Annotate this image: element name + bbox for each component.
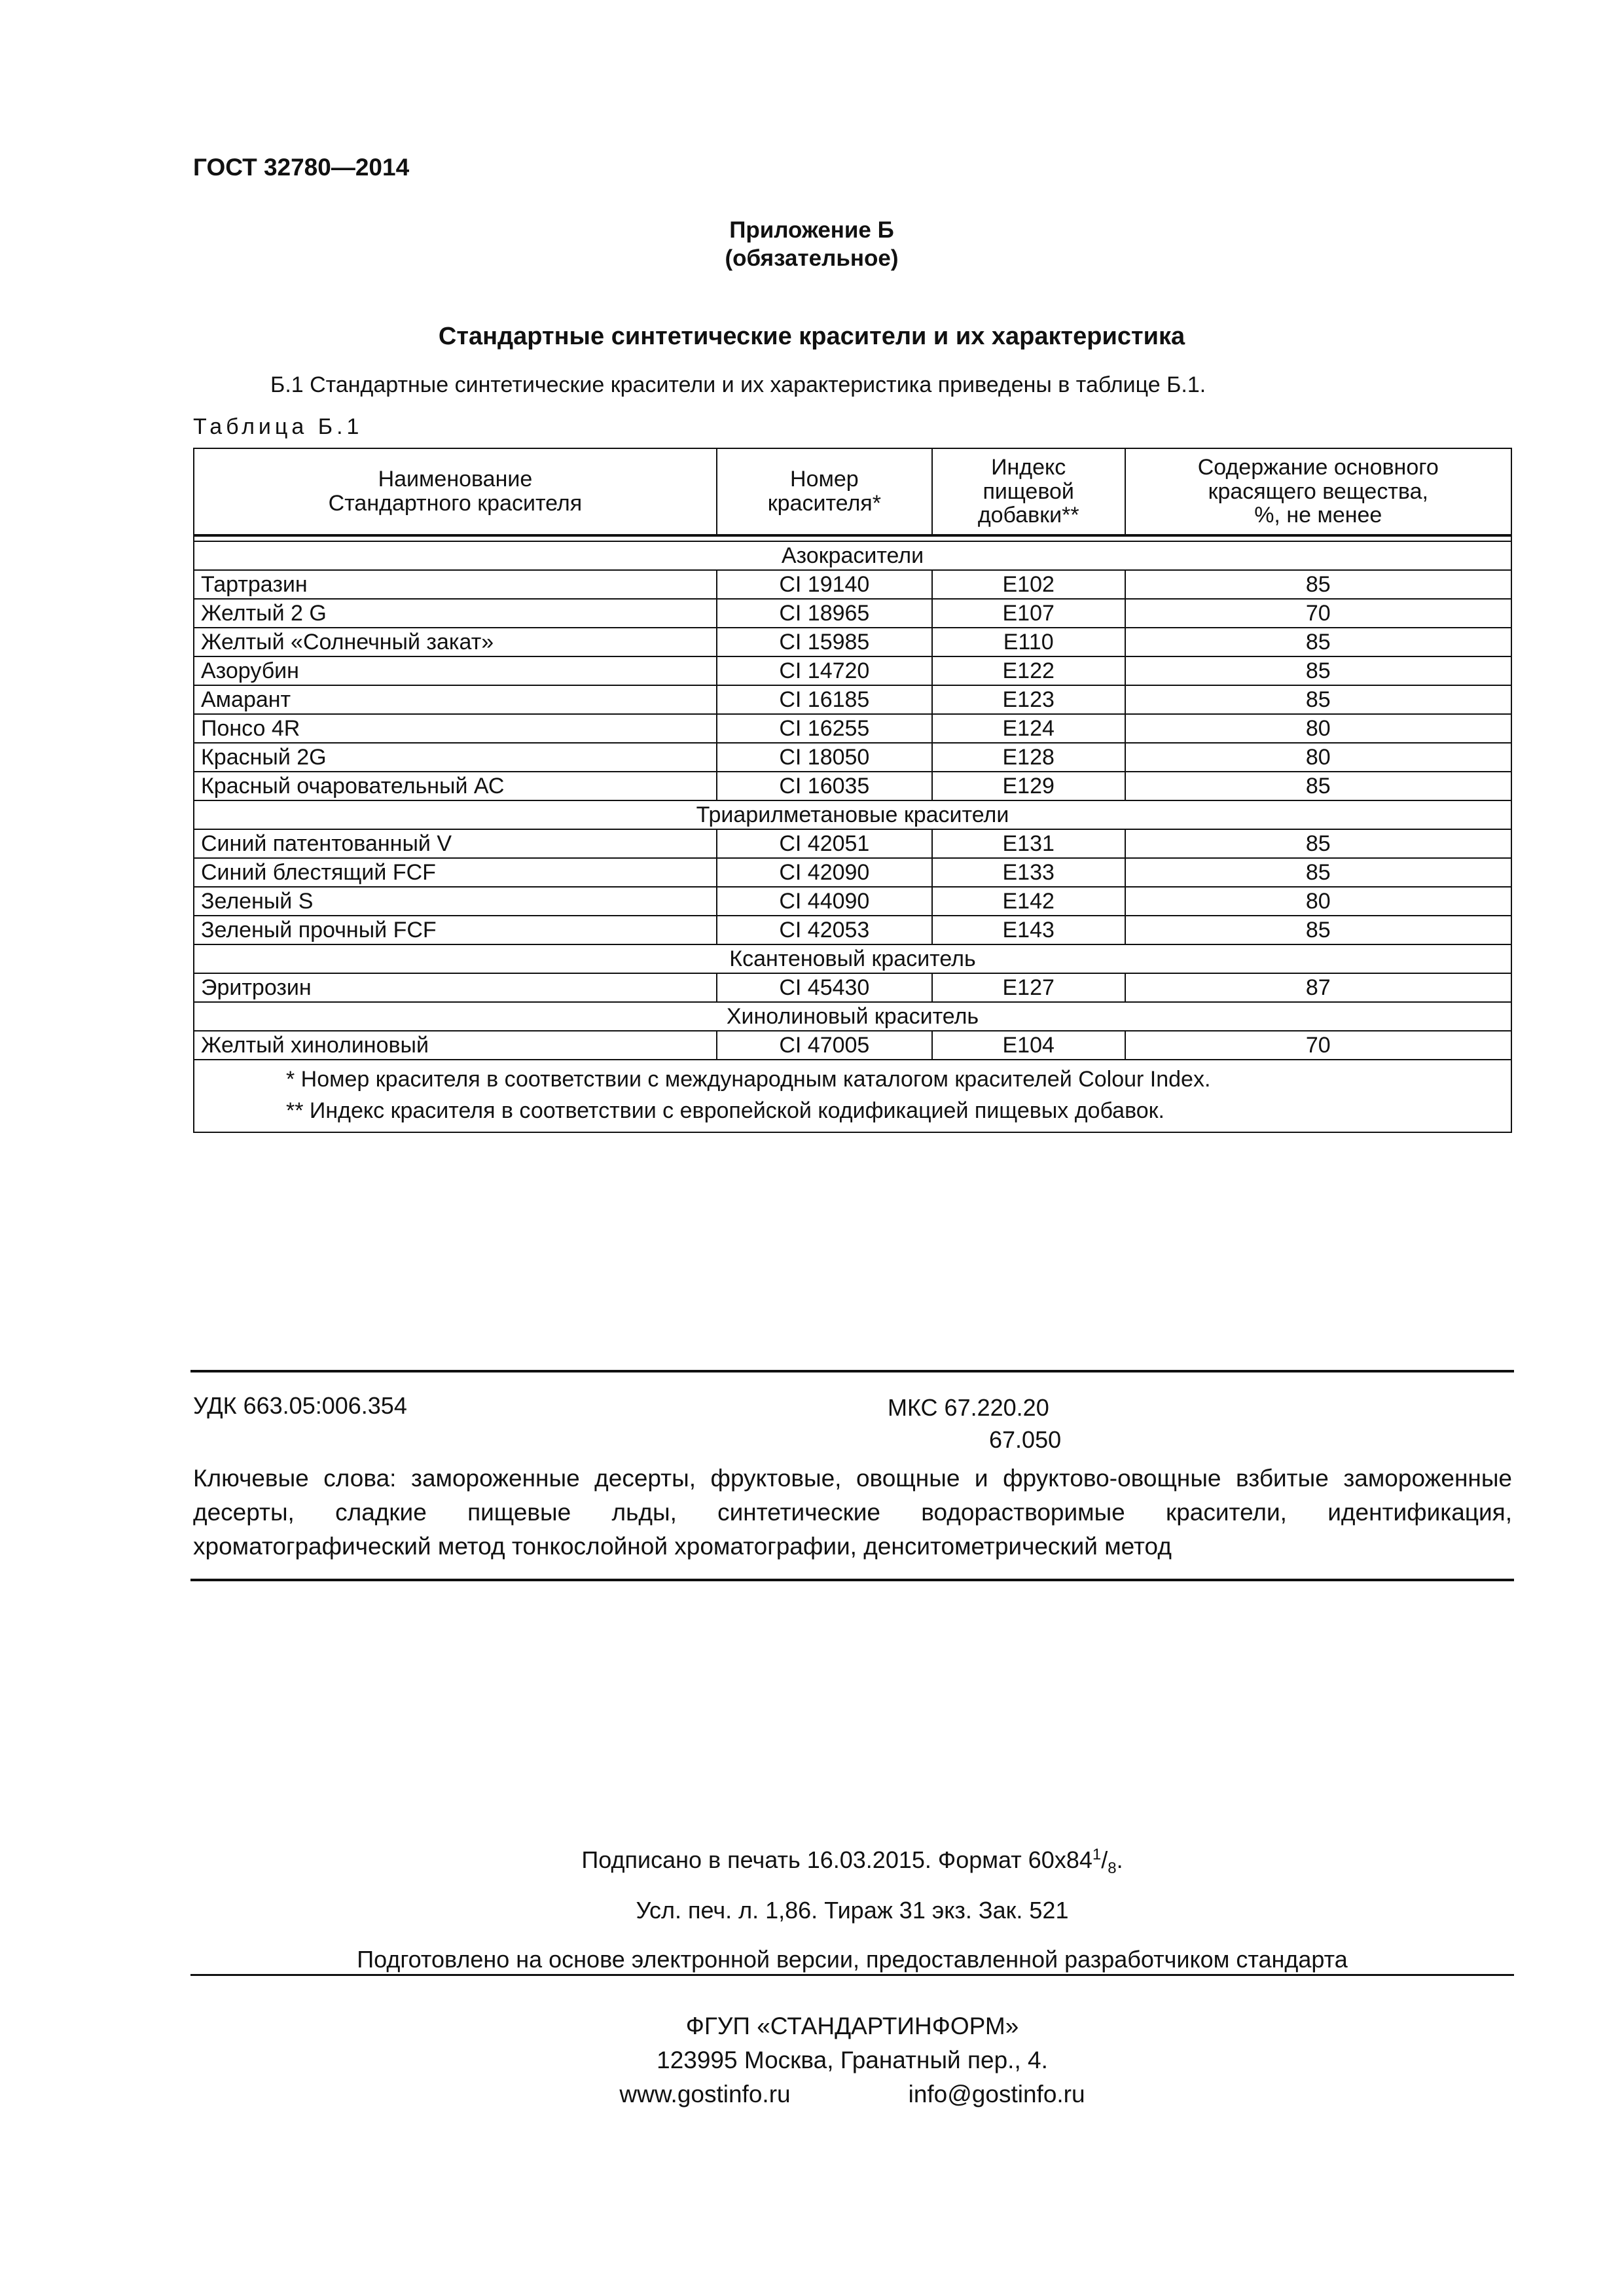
dye-name: Красный 2G — [194, 743, 717, 772]
dye-content: 85 — [1125, 772, 1511, 800]
dye-e-index: E128 — [932, 743, 1125, 772]
dye-content: 80 — [1125, 714, 1511, 743]
dye-e-index: E122 — [932, 656, 1125, 685]
dye-name: Желтый хинолиновый — [194, 1031, 717, 1060]
dye-e-index: E142 — [932, 887, 1125, 916]
dye-name: Зеленый S — [194, 887, 717, 916]
dye-e-index: E123 — [932, 685, 1125, 714]
dye-e-index: E129 — [932, 772, 1125, 800]
dye-name: Понсо 4R — [194, 714, 717, 743]
table-body — [194, 541, 1511, 1060]
header-name: Наименование Стандартного красителя — [194, 448, 717, 535]
section-title: Стандартные синтетические красители и их характеристика — [438, 323, 1185, 350]
dye-content: 85 — [1125, 656, 1511, 685]
table-row — [194, 829, 1511, 858]
header-divider — [194, 535, 1511, 541]
table-group-row — [194, 541, 1511, 570]
dye-name: Азорубин — [194, 656, 717, 685]
dye-e-index: E124 — [932, 714, 1125, 743]
header-content: Содержание основного красящего вещества, %, не менее — [1125, 448, 1511, 535]
dye-ci-number: CI 18050 — [717, 743, 932, 772]
dye-ci-number: CI 45430 — [717, 973, 932, 1002]
dye-name: Желтый 2 G — [194, 599, 717, 628]
table-row — [194, 685, 1511, 714]
table-row — [194, 599, 1511, 628]
group-title: Хинолиновый краситель — [194, 1002, 1511, 1031]
appendix-label: Приложение Б — [729, 217, 894, 243]
dye-e-index: E131 — [932, 829, 1125, 858]
dye-ci-number: CI 44090 — [717, 887, 932, 916]
group-title: Триарилметановые красители — [194, 800, 1511, 829]
dye-content: 85 — [1125, 628, 1511, 656]
dye-name: Синий блестящий FCF — [194, 858, 717, 887]
dye-e-index: E107 — [932, 599, 1125, 628]
divider-rule — [190, 1370, 1514, 1372]
table-notes-row — [194, 1060, 1511, 1132]
group-title: Ксантеновый краситель — [194, 944, 1511, 973]
imprint-prepared: Подготовлено на основе электронной версии, предоставленной разработчиком стандарта — [357, 1946, 1348, 1973]
dye-e-index: E102 — [932, 570, 1125, 599]
dye-content: 80 — [1125, 887, 1511, 916]
table-row — [194, 772, 1511, 800]
table-row — [194, 858, 1511, 887]
intro-paragraph: Б.1 Стандартные синтетические красители и их характеристика приведены в таблице Б.1. — [270, 372, 1206, 397]
table-row — [194, 714, 1511, 743]
table-header-row — [194, 448, 1511, 535]
table-row — [194, 628, 1511, 656]
header-ci: Номер красителя* — [717, 448, 932, 535]
dye-ci-number: CI 16185 — [717, 685, 932, 714]
dye-ci-number: CI 42053 — [717, 916, 932, 944]
dye-content: 70 — [1125, 1031, 1511, 1060]
table-row — [194, 570, 1511, 599]
divider-rule — [190, 1579, 1514, 1581]
dye-content: 85 — [1125, 858, 1511, 887]
group-title: Азокрасители — [194, 541, 1511, 570]
keywords: Ключевые слова: замороженные десерты, фруктовые, овощные и фруктово-овощные взбитые замороженные десерты, сладкие пищевые льды, синтетические водорастворимые красители, идентификация, хроматографический метод тонкослойной хроматографии, денситометрический метод — [193, 1465, 1512, 1560]
table-notes — [194, 1060, 1511, 1132]
udc-code: УДК 663.05:006.354 — [193, 1392, 407, 1419]
dye-content: 85 — [1125, 685, 1511, 714]
mks-code: МКС 67.220.20 67.050 — [888, 1394, 1062, 1453]
dye-content: 85 — [1125, 829, 1511, 858]
dye-content: 87 — [1125, 973, 1511, 1002]
dye-name: Амарант — [194, 685, 717, 714]
dyes-table — [193, 448, 1512, 1133]
table-row — [194, 973, 1511, 1002]
dye-ci-number: CI 42051 — [717, 829, 932, 858]
table-row — [194, 916, 1511, 944]
dye-ci-number: CI 42090 — [717, 858, 932, 887]
table-note: * Номер красителя в соответствии с международным каталогом красителей Colour Index. — [286, 1067, 1211, 1092]
table-note: ** Индекс красителя в соответствии с европейской кодификацией пищевых добавок. — [286, 1098, 1165, 1123]
imprint-print-info: Усл. печ. л. 1,86. Тираж 31 экз. Зак. 521 — [636, 1897, 1069, 1924]
divider-rule — [190, 1974, 1514, 1976]
dye-e-index: E110 — [932, 628, 1125, 656]
dye-name: Красный очаровательный АС — [194, 772, 717, 800]
table-row — [194, 887, 1511, 916]
dye-name: Желтый «Солнечный закат» — [194, 628, 717, 656]
dye-name: Синий патентованный V — [194, 829, 717, 858]
dye-name: Эритрозин — [194, 973, 717, 1002]
table-row — [194, 1031, 1511, 1060]
document-code: ГОСТ 32780—2014 — [193, 154, 410, 181]
dye-e-index: E104 — [932, 1031, 1125, 1060]
header-e-index: Индекс пищевой добавки** — [932, 448, 1125, 535]
dye-e-index: E133 — [932, 858, 1125, 887]
publisher-email-link[interactable]: info@gostinfo.ru — [908, 2080, 1085, 2108]
dye-content: 85 — [1125, 570, 1511, 599]
publisher-name: ФГУП «СТАНДАРТИНФОРМ» — [685, 2013, 1019, 2039]
dye-ci-number: CI 16255 — [717, 714, 932, 743]
table-row — [194, 656, 1511, 685]
dye-ci-number: CI 15985 — [717, 628, 932, 656]
dye-ci-number: CI 16035 — [717, 772, 932, 800]
table-row — [194, 743, 1511, 772]
dye-ci-number: CI 14720 — [717, 656, 932, 685]
appendix-status: (обязательное) — [725, 245, 899, 271]
table-caption: Таблица Б.1 — [193, 414, 363, 439]
dye-e-index: E127 — [932, 973, 1125, 1002]
publisher-website-link[interactable]: www.gostinfo.ru — [619, 2080, 791, 2108]
dye-e-index: E143 — [932, 916, 1125, 944]
dye-name: Зеленый прочный FCF — [194, 916, 717, 944]
table-group-row — [194, 944, 1511, 973]
dye-name: Тартразин — [194, 570, 717, 599]
publisher-address: 123995 Москва, Гранатный пер., 4. — [657, 2046, 1048, 2073]
dye-ci-number: CI 47005 — [717, 1031, 932, 1060]
dye-ci-number: CI 19140 — [717, 570, 932, 599]
dye-ci-number: CI 18965 — [717, 599, 932, 628]
dye-content: 70 — [1125, 599, 1511, 628]
dye-content: 85 — [1125, 916, 1511, 944]
table-group-row — [194, 1002, 1511, 1031]
table-group-row — [194, 800, 1511, 829]
publisher-block — [190, 2009, 1514, 2111]
imprint-signed: Подписано в печать 16.03.2015. Формат $60x84^1/_8$. — [581, 1846, 1123, 1878]
dye-content: 80 — [1125, 743, 1511, 772]
